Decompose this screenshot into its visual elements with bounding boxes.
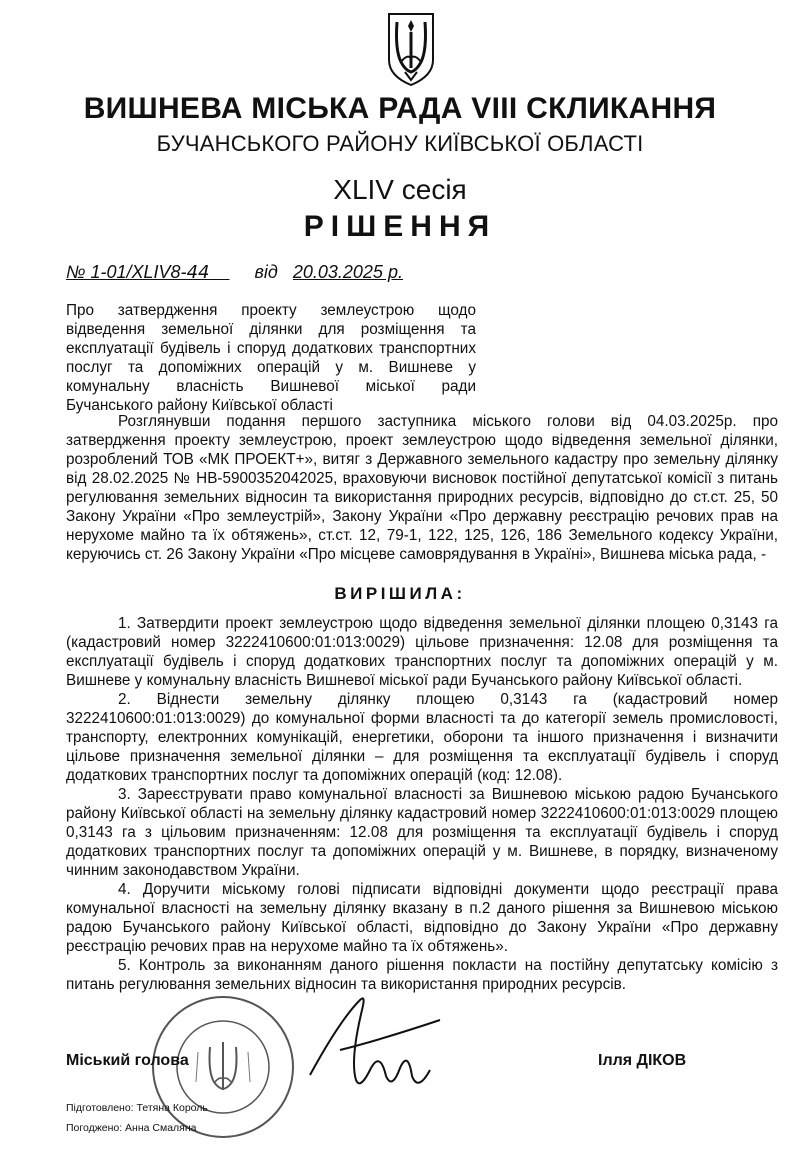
resolution-item-5: 5. Контроль за виконанням даного рішення покласти на постійну депутатську комісію з питань регулювання земельних відносин та використання природних ресурсів.: [66, 957, 778, 993]
preamble-text: Розглянувши подання першого заступника міського голови від 04.03.2025р. про затвердження проекту землеустрою, проект землеустрою щодо відведення земельної ділянки, розроблений ТОВ «МК ПРОЕКТ+», витяг з Державного земельного кадастру про земельну ділянку від 28.02.2025 № НВ-5900352042025, враховуючи висновок постійної депутатської комісії з питань регулювання земельних відносин та використання природних ресурсів, відповідно до ст.ст. 25, 50 Закону України «Про землеустрій», Закону України «Про державну реєстрацію речових прав на нерухоме майно та їх обтяжень», ст.ст. 12, 79-1, 122, 125, 126, 186 Земельного кодексу України, керуючись ст. 26 Закону України «Про місцеве самоврядування в Україні», Вишнева міська рада, -: [66, 413, 778, 563]
trident-icon: [385, 10, 437, 88]
resolution-item-2: 2. Віднести земельну ділянку площею 0,3143 га (кадастровий номер 3222410600:01:013:0029) до комунальної форми власності та до категорії земель промисловості, транспорту, електронних комунікацій, енергетики, оборони та іншого призначення і визначити цільове призначення земельної ділянки – для розміщення та експлуатації будівель і споруд додаткових транспортних послуг та допоміжних операцій (код: 12.08).: [66, 691, 778, 784]
handwritten-number: 44: [186, 262, 210, 283]
document-type-heading: РІШЕННЯ: [303, 210, 497, 243]
decision-number-line: [66, 262, 403, 283]
agreed-by: Погоджено: Анна Смаляна: [66, 1122, 197, 1134]
district-subtitle: БУЧАНСЬКОГО РАЙОНУ КИЇВСЬКОЇ ОБЛАСТІ: [156, 131, 644, 156]
resolution-item-3: 3. Зареєструвати право комунальної власності за Вишневою міською радою Бучанського району Київської області на земельну ділянку кадастровий номер 3222410600:01:013:0029 площею 0,3143 га з цільовим призначенням: 12.08 для розміщення та експлуатації будівель і споруд додаткових транспортних послуг та допоміжних операцій у м. Вишневе, в порядку, визначеному чинним законодавством України.: [66, 786, 778, 879]
prepared-by: Підготовлено: Тетяна Король: [66, 1102, 208, 1114]
session-label: XLIV сесія: [333, 174, 467, 205]
council-title: ВИШНЕВА МІСЬКА РАДА VIII СКЛИКАННЯ: [83, 92, 717, 125]
preamble: [66, 412, 778, 564]
resolved-heading: ВИРІШИЛА:: [334, 584, 466, 603]
decision-date: 20.03.2025 р.: [292, 262, 403, 282]
decision-number: № 1-01/XLIV8-44: [66, 262, 210, 283]
resolution-item-1: 1. Затвердити проект землеустрою щодо відведення земельної ділянки площею 0,3143 га (кадастровий номер 3222410600:01:013:0029) цільове призначення: 12.08 для розміщення та експлуатації будівель і споруд додаткових транспортних послуг та допоміжних операцій у м. Вишневе у комунальну власність Вишневої міської ради Бучанського району Київської області.: [66, 615, 778, 689]
resolution-item-4: 4. Доручити міському голові підписати відповідні документи щодо реєстрації права комунальної власності на земельну ділянку вказану в п.2 даного рішення за Вишневою міською радою Бучанського району Київської області, відповідно до Закону України «Про державну реєстрацію речових прав на нерухоме майно та їх обтяжень».: [66, 881, 778, 955]
decision-subject: Про затвердження проекту землеустрою щодо відведення земельної ділянки для розміщення та експлуатації будівель і споруд додаткових транспортних послуг та допоміжних операцій у м. Вишневе у комунальну власність Вишневої міської ради Бучанського району Київської області: [66, 302, 476, 414]
mayor-label: Міський голова: [66, 1052, 189, 1069]
date-from-label: від: [254, 262, 278, 282]
handwritten-signature-icon: [300, 980, 460, 1100]
mayor-name: Ілля ДІКОВ: [598, 1052, 687, 1069]
resolution-items: [66, 614, 778, 994]
